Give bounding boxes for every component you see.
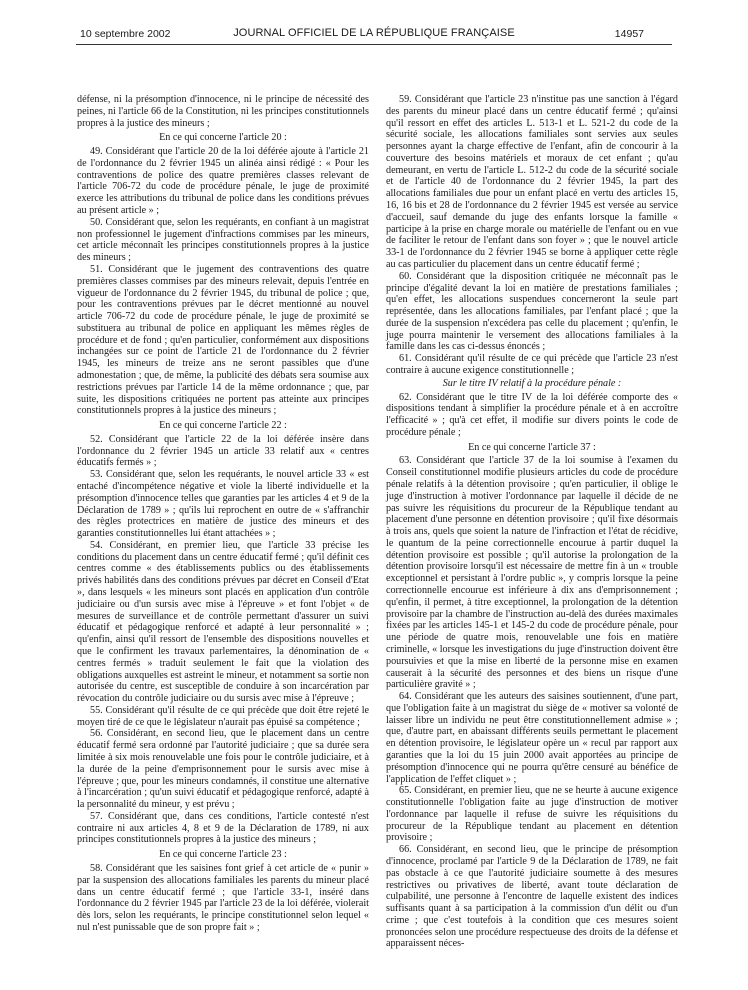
journal-title: JOURNAL OFFICIEL DE LA RÉPUBLIQUE FRANÇAISE — [233, 27, 515, 39]
page-number: 14957 — [614, 28, 644, 40]
paragraph: 61. Considérant qu'il résulte de ce qui précède que l'article 23 n'est contraire à aucune exigence constitutionnelle ; — [386, 353, 678, 376]
paragraph: 53. Considérant que, selon les requérants, le nouvel article 33 « est entaché d'incompétence négative et viole la liberté individuelle et la présomption d'innocence telles que garanties par les articles 4 et 9 de la Déclaration de 1789 » ; qu'ils lui reprochent en outre de « s'affranchir des règles protectrices en matière de justice des mineurs et des garanties constitutionnelles lui étant attachées » ; — [77, 469, 369, 540]
section-heading: En ce qui concerne l'article 37 : — [468, 441, 596, 453]
paragraph: 60. Considérant que la disposition critiquée ne méconnaît pas le principe d'égalité devant la loi en matière de prestations familiales ; qu'en effet, les allocations suspendues concerneront la seule part représentée, dans les allocations familiales, par l'enfant placé ; que la durée de la suspension n'excédera pas celle du placement ; qu'enfin, le juge pourra maintenir le versement des allocations familiales à la famille dans les cas ci-dessus énoncés ; — [386, 270, 678, 353]
paragraph: 66. Considérant, en second lieu, que le principe de présomption d'innocence, proclamé par l'article 9 de la Déclaration de 1789, ne fait pas obstacle à ce que l'autorité judiciaire soumette à des mesures restrictives ou privatives de liberté, avant toute déclaration de culpabilité, une personne à l'encontre de laquelle existent des indices suffisants quant à sa participation à la commission d'un délit ou d'un crime ; que c'est toutefois à la condition que ces mesures soient prononcées selon une procédure respectueuse des droits de la défense et apparaissent néces- — [386, 844, 678, 950]
paragraph: 57. Considérant que, dans ces conditions, l'article contesté n'est contraire ni aux articles 4, 8 et 9 de la Déclaration de 1789, ni aux principes constitutionnels propres à la justice des mineurs ; — [77, 810, 369, 846]
paragraph: 55. Considérant qu'il résulte de ce qui précède que doit être rejeté le moyen tiré de ce que le législateur n'aurait pas épuisé sa compétence ; — [77, 704, 369, 728]
paragraph: 51. Considérant que le jugement des contraventions des quatre premières classes commises par des mineurs relevait, depuis l'entrée en vigueur de l'ordonnance du 2 février 1945, du tribunal de police ; que, pour les contraventions prévues par le décret mentionné au nouvel article 706-72 du code de procédure pénale, le juge de proximité se substituera au tribunal de police en appliquant les mêmes règles de procédure et de fond ; qu'en particulier, conformément aux dispositions inchangées sur ce point de l'article 21 de l'ordonnance du 2 février 1945, les mineurs de treize ans ne seront passibles que d'une admonestation ; que, de même, la publicité des débats sera soumise aux restrictions prévues par l'article 14 de la même ordonnance ; que, par suite, les dispositions critiquées ne portent pas atteinte aux principes constitutionnels propres à la justice des mineurs ; — [77, 263, 369, 417]
paragraph: 63. Considérant que l'article 37 de la loi soumise à l'examen du Conseil constitutionnel modifie plusieurs articles du code de procédure pénale relatifs à la détention provisoire ; qu'en particulier, il oblige le juge d'instruction à motiver l'ordonnance par laquelle il décide de ne pas suivre les réquisitions du procureur de la République tendant au placement d'une personne en détention provisoire ; qu'il fixe désormais à trois ans, quels que soient la nature de l'infraction et l'état de récidive, le quantum de la peine correctionnelle encourue à partir duquel la détention provisoire est possible ; qu'il autorise la prolongation de la détention provisoire lorsqu'il est nécessaire de mettre fin à un « trouble exceptionnel et persistant à l'ordre public », y compris lorsque la peine correctionnelle encourue est inférieure à dix ans d'emprisonnement ; qu'enfin, il permet, à titre exceptionnel, la prolongation de la détention provisoire par la chambre de l'instruction au-delà des durées maximales fixées par les articles 145-1 et 145-2 du code de procédure pénale, pour une période de quatre mois, renouvelable une fois en matière criminelle, « lorsque les investigations du juge d'instruction doivent être poursuivies et que la mise en liberté de la personne mise en examen causerait à la sécurité des personnes et des biens un risque d'une particulière gravité » ; — [386, 455, 679, 691]
right-column — [386, 94, 678, 950]
section-heading: En ce qui concerne l'article 23 : — [159, 849, 287, 861]
section-heading: En ce qui concerne l'article 20 : — [159, 132, 287, 144]
paragraph: 62. Considérant que le titre IV de la loi déférée comporte des « dispositions tendant à simplifier la procédure pénale et à en accroître l'efficacité » ; qu'à cet effet, il modifie sur divers points le code de procédure pénale ; — [386, 391, 678, 438]
left-column — [77, 94, 369, 934]
paragraph: 50. Considérant que, selon les requérants, en confiant à un magistrat non professionnel le jugement d'infractions commises par les mineurs, cet article méconnaît les principes constitutionnels propres à la justice des mineurs ; — [77, 216, 369, 264]
paragraph: 58. Considérant que les saisines font grief à cet article de « punir » par la suspension des allocations familiales les parents du mineur placé dans un centre éducatif fermé ; que l'article 33-1, inséré dans l'ordonnance du 2 février 1945 par l'article 23 de la loi déférée, violerait dès lors, selon les requérants, le principe constitutionnel selon lequel « nul n'est punissable que de son propre fait » ; — [77, 863, 369, 933]
page-header — [0, 0, 748, 50]
section-heading: En ce qui concerne l'article 22 : — [159, 420, 287, 432]
paragraph: 59. Considérant que l'article 23 n'institue pas une sanction à l'égard des parents du mineur placé dans un centre éducatif fermé ; qu'ainsi qu'il ressort en effet des articles L. 513-1 et L. 521-2 du code de la sécurité sociale, les allocations familiales sont servies aux seules personnes ayant la charge effective de l'enfant, afin de concourir à la couverture des besoins matériels et moraux de cet enfant ; qu'au demeurant, en vertu de l'article L. 512-2 du code de la sécurité sociale et de l'article 40 de l'ordonnance du 2 février 1945, la part des allocations familiales due pour un enfant placé en vertu des articles 15, 16, 16 bis et 28 de l'ordonnance du 2 février 1945 est versée au service d'accueil, sauf demande du juge des enfants lorsque la famille « participe à la prise en charge morale ou matérielle de l'enfant ou en vue de faciliter le retour de l'enfant dans son foyer » ; que le nouvel article 33-1 de l'ordonnance du 2 février 1945 se borne à appliquer cette règle au cas particulier du placement dans un centre éducatif fermé ; — [386, 94, 678, 270]
header-rule — [76, 44, 672, 45]
paragraph: 56. Considérant, en second lieu, que le placement dans un centre éducatif fermé sera ordonné par l'autorité judiciaire ; que sa durée sera limitée à six mois renouvelable une fois pour le contrôle judiciaire, et à la durée de la peine d'emprisonnement pour le sursis avec mise à l'épreuve ; que, pour les mineurs condamnés, il constitue une alternative à l'incarcération ; qu'un suivi éducatif et pédagogique renforcé, adapté à la personnalité du mineur, y est prévu ; — [77, 728, 369, 811]
paragraph: 54. Considérant, en premier lieu, que l'article 33 précise les conditions du placement dans un centre éducatif fermé ; qu'il définit ces centres comme « des établissements publics ou des établissements privés habilités dans des conditions prévues par décret en Conseil d'Etat », dans lesquels « les mineurs sont placés en application d'un contrôle judiciaire ou d'un sursis avec mise à l'épreuve » et font l'objet « de mesures de surveillance et de contrôle permettant d'assurer un suivi éducatif et pédagogique renforcé et adapté à leur personnalité » ; qu'enfin, ainsi qu'il ressort de l'ensemble des dispositions nouvelles et que le confirment les travaux parlementaires, la dénomination de « centres fermés » traduit seulement le fait que la violation des obligations auxquelles est astreint le mineur, et notamment sa sortie non autorisée du centre, est susceptible de conduire à son incarcération par révocation du contrôle judiciaire ou du sursis avec mise à l'épreuve ; — [77, 539, 369, 705]
section-heading: Sur le titre IV relatif à la procédure pénale : — [442, 377, 622, 389]
paragraph: 49. Considérant que l'article 20 de la loi déférée ajoute à l'article 21 de l'ordonnance du 2 février 1945 un alinéa ainsi rédigé : « Pour les contraventions de police des quatre premières classes relevant de l'article 706-72 du code de procédure pénale, le juge de proximité exerce les attributions du tribunal de police dans les conditions prévues au présent article » ; — [77, 146, 369, 217]
paragraph: 52. Considérant que l'article 22 de la loi déférée insère dans l'ordonnance du 2 février 1945 un article 33 relatif aux « centres éducatifs fermés » ; — [77, 433, 369, 469]
paragraph: 65. Considérant, en premier lieu, que ne se heurte à aucune exigence constitutionnelle l'obligation faite au juge d'instruction de motiver l'ordonnance par laquelle il refuse de suivre les réquisitions du procureur de la République tendant au placement en détention provisoire ; — [386, 785, 678, 844]
paragraph: 64. Considérant que les auteurs des saisines soutiennent, d'une part, que l'obligation faite à un magistrat du siège de « motiver sa volonté de laisser libre un individu ne peut être constitutionnellement admise » ; que, d'autre part, en abaissant différents seuils permettant le placement en détention provisoire, le législateur opère un « recul par rapport aux garanties que la loi du 15 juin 2000 avait apportées au principe de présomption d'innocence qui ne pourra qu'être censuré au bénéfice de l'application de l'effet cliquet » ; — [386, 691, 678, 785]
header-date: 10 septembre 2002 — [80, 28, 171, 40]
paragraph: défense, ni la présomption d'innocence, ni le principe de nécessité des peines, ni l'article 66 de la Constitution, ni les principes constitutionnels propres à la justice des mineurs ; — [77, 94, 369, 129]
